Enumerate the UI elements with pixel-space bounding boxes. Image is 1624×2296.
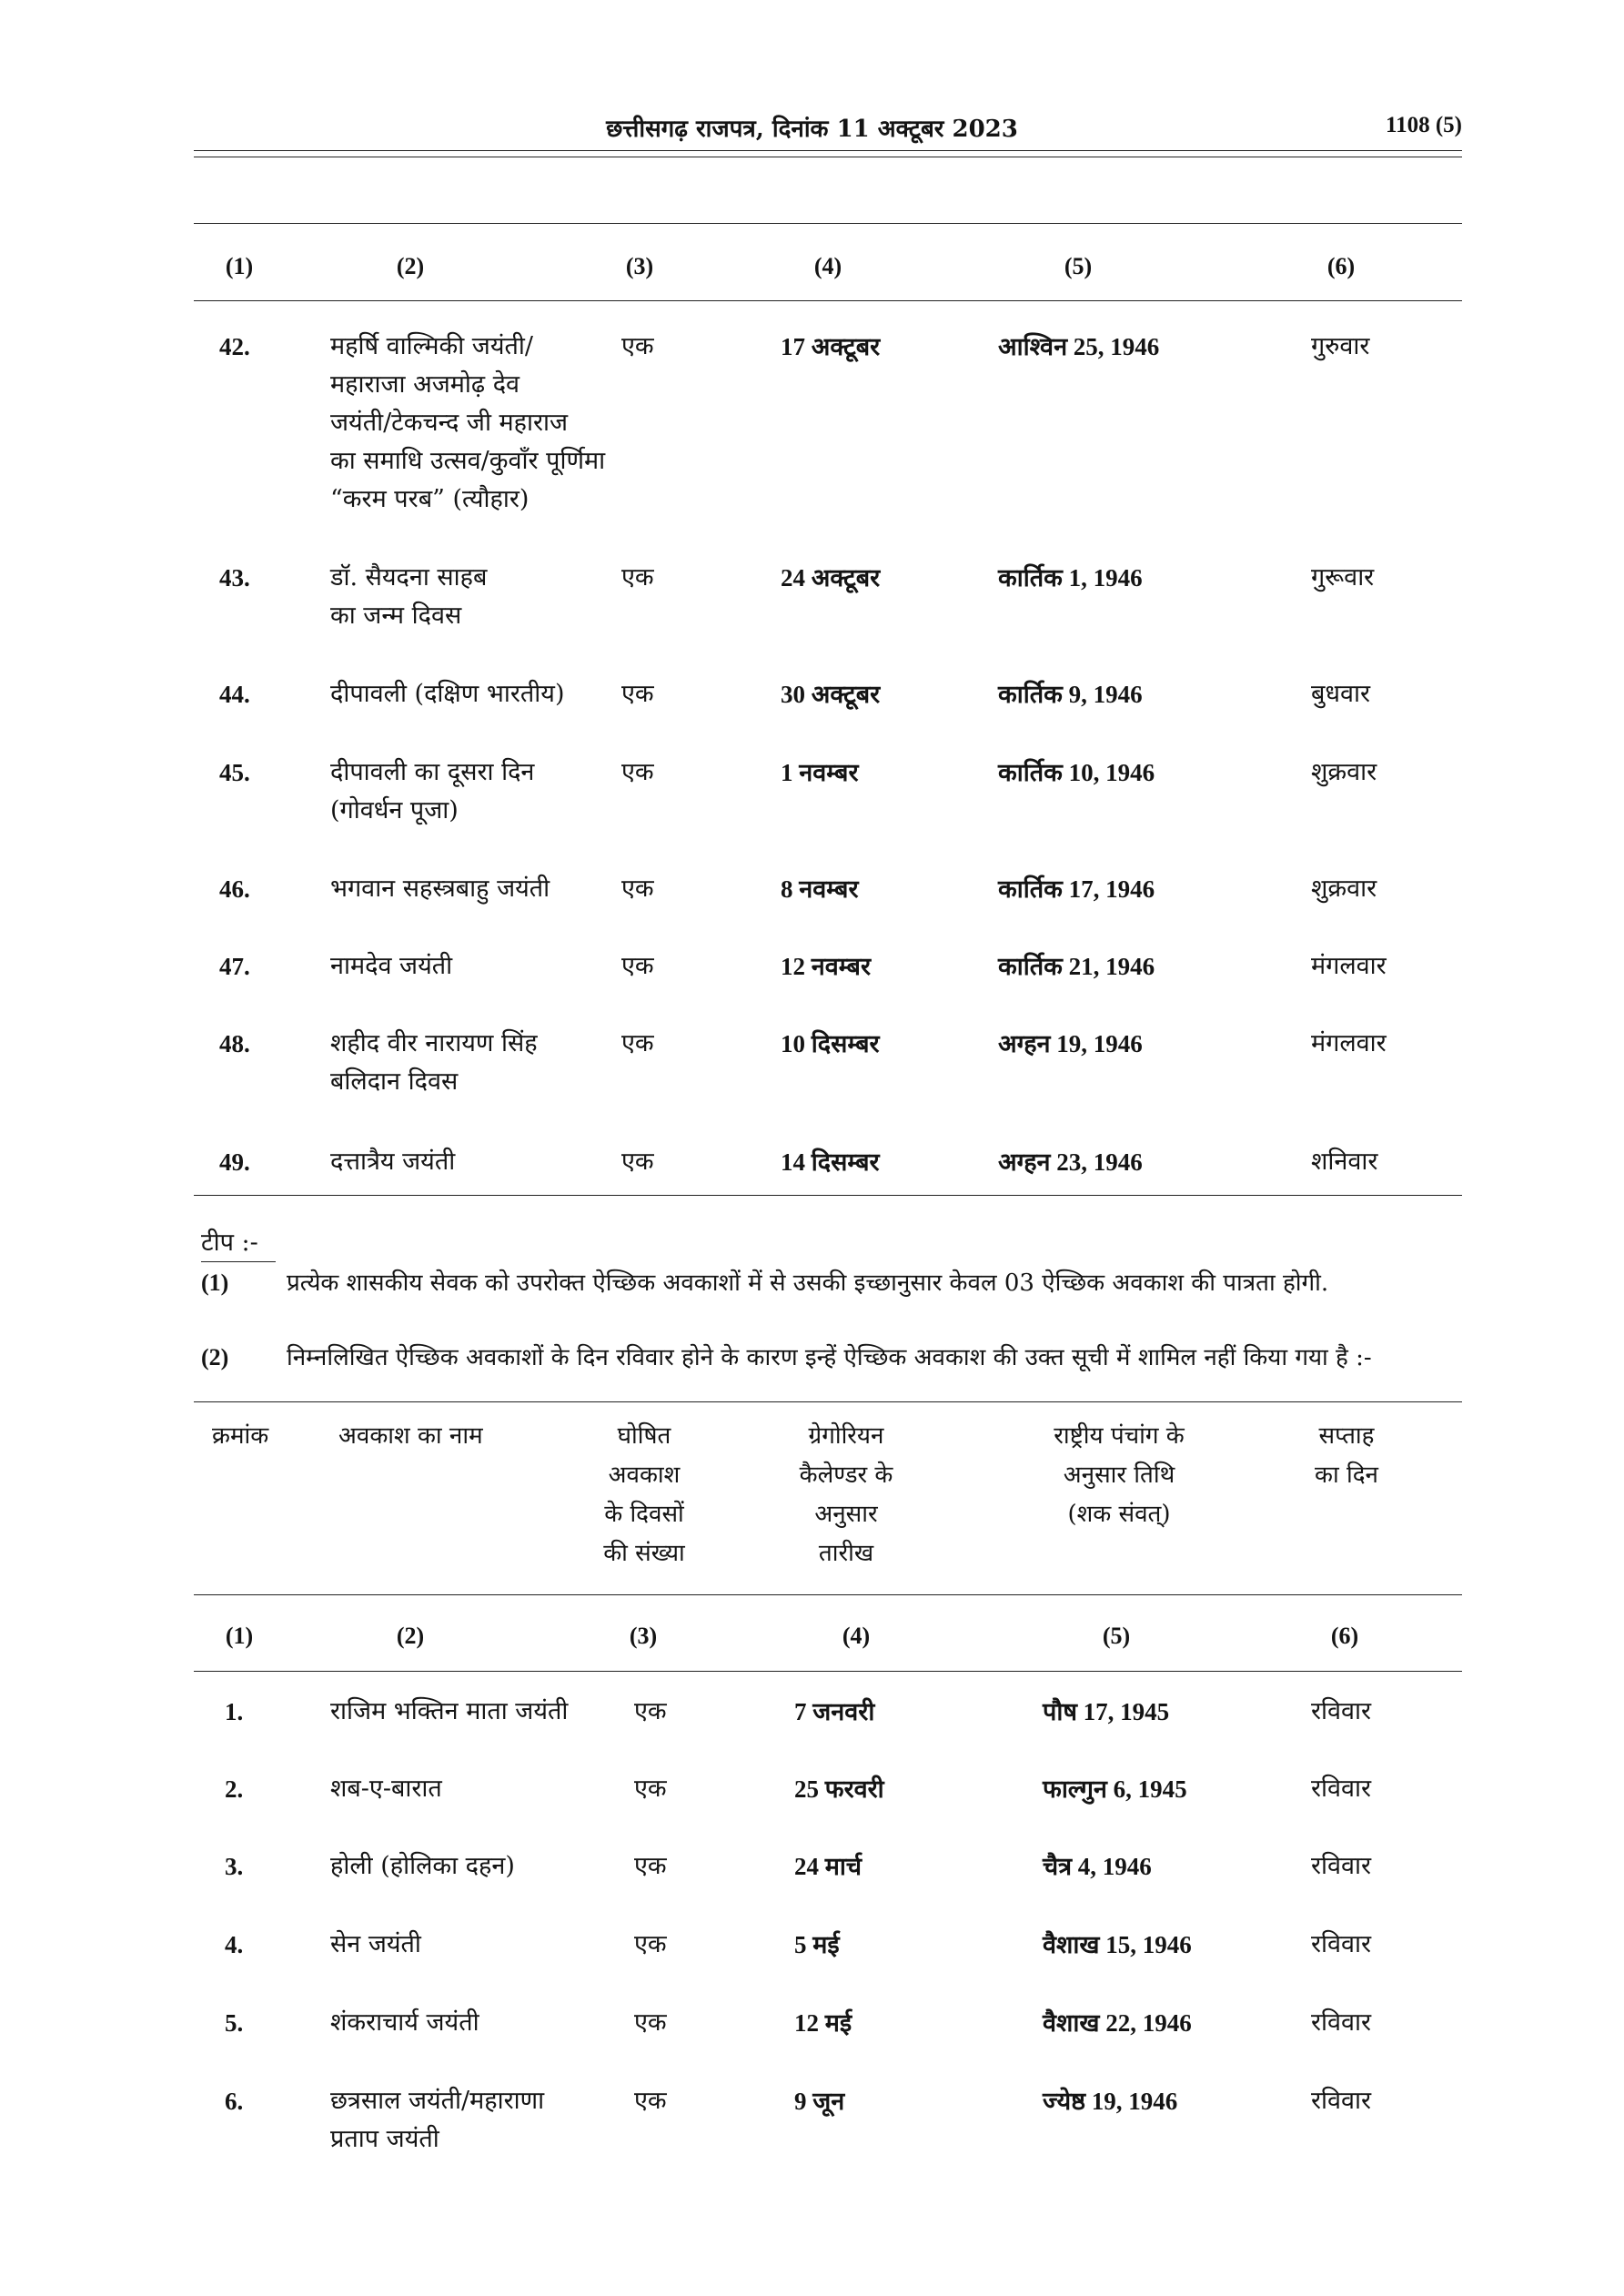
gregorian-date: 1 नवम्बर — [781, 759, 859, 786]
gregorian-date: 8 नवम्बर — [781, 875, 859, 903]
holiday-name-line: दीपावली का दूसरा दिन — [330, 758, 535, 786]
saka-date: कार्तिक 1, 1946 — [998, 564, 1143, 592]
holiday-name-line: का जन्म दिवस — [330, 602, 462, 630]
holiday-name-line: जयंती/टेकचन्द जी महाराज — [330, 409, 569, 437]
table2-header-rule — [194, 1594, 1462, 1595]
holiday-name — [330, 675, 564, 713]
gregorian-date: 25 फरवरी — [794, 1775, 884, 1803]
table1-colnum-2: (2) — [396, 253, 425, 279]
table2-header-days-line: की संख्या — [603, 1540, 685, 1567]
row-serial-number: 48. — [219, 1030, 250, 1057]
table2-header-date — [773, 1417, 919, 1573]
holiday-name-line: शब-ए-बारात — [330, 1775, 442, 1803]
saka-date: अग्हन 19, 1946 — [998, 1030, 1143, 1057]
saka-date: वैशाख 15, 1946 — [1043, 1931, 1192, 1958]
holiday-name — [330, 1143, 455, 1181]
weekday: रविवार — [1311, 1930, 1372, 1958]
table2-colnum-2: (2) — [396, 1623, 425, 1649]
table2-header-saka-line: राष्ट्रीय पंचांग के — [1054, 1422, 1185, 1450]
holiday-name-line: दत्तात्रैय जयंती — [330, 1148, 456, 1176]
holiday-name-line: शहीद वीर नारायण सिंह — [330, 1029, 538, 1057]
table2-header-sno-line: क्रमांक — [212, 1422, 269, 1450]
holiday-name-line: बलिदान दिवस — [330, 1067, 459, 1096]
row-serial-number: 47. — [219, 953, 250, 980]
holiday-name-line: शंकराचार्य जयंती — [330, 2008, 479, 2037]
holiday-days-count: एक — [634, 1697, 667, 1725]
holiday-name-line: भगवान सहस्त्रबाहु जयंती — [330, 875, 550, 903]
holiday-days-count: एक — [634, 2008, 667, 2037]
saka-date: वैशाख 22, 1946 — [1043, 2009, 1192, 2037]
holiday-name — [330, 2004, 479, 2042]
gazette-title: छत्तीसगढ़ राजपत्र, दिनांक 11 अक्टूबर 2023 — [606, 116, 1018, 143]
note-item-2-number: (2) — [201, 1344, 229, 1371]
holiday-days-count: एक — [621, 1148, 654, 1176]
saka-date: आश्विन 25, 1946 — [998, 333, 1160, 360]
table-row — [0, 754, 1624, 863]
row-serial-number: 45. — [219, 759, 250, 786]
row-serial-number: 49. — [219, 1148, 250, 1176]
holiday-name — [330, 2082, 544, 2159]
holiday-name — [330, 870, 550, 908]
gregorian-date: 5 मई — [794, 1931, 840, 1958]
row-serial-number: 2. — [225, 1775, 244, 1803]
gregorian-date: 17 अक्टूबर — [781, 333, 881, 360]
table2-colnum-rule — [194, 1671, 1462, 1672]
holiday-name — [330, 754, 534, 830]
table1-colnum-5: (5) — [1064, 253, 1093, 279]
row-serial-number: 4. — [225, 1931, 244, 1958]
row-serial-number: 6. — [225, 2088, 244, 2115]
table-row — [0, 328, 1624, 513]
holiday-days-count: एक — [621, 680, 654, 708]
row-serial-number: 1. — [225, 1698, 244, 1725]
holiday-days-count: एक — [621, 952, 654, 980]
holiday-name-line: छत्रसाल जयंती/महाराणा — [330, 2087, 545, 2115]
holiday-days-count: एक — [621, 758, 654, 786]
weekday: रविवार — [1311, 1697, 1372, 1725]
row-serial-number: 43. — [219, 564, 250, 592]
gregorian-date: 9 जून — [794, 2088, 845, 2115]
saka-date: ज्येष्ठ 19, 1946 — [1043, 2088, 1178, 2115]
holiday-name — [330, 1770, 442, 1808]
holiday-name-line: महर्षि वाल्मिकी जयंती/ — [330, 332, 533, 360]
holiday-name-line: नामदेव जयंती — [330, 952, 453, 980]
holiday-name — [330, 1693, 568, 1731]
table2-top-rule — [194, 1401, 1462, 1402]
weekday: रविवार — [1311, 1852, 1372, 1880]
saka-date: कार्तिक 21, 1946 — [998, 953, 1155, 980]
holiday-days-count: एक — [634, 2087, 667, 2115]
saka-date: चैत्र 4, 1946 — [1043, 1853, 1152, 1880]
row-serial-number: 46. — [219, 875, 250, 903]
table1-colnum-4: (4) — [813, 253, 842, 279]
table2-header-sno — [212, 1417, 268, 1456]
holiday-days-count: एक — [634, 1852, 667, 1880]
table2-header-saka — [1019, 1417, 1219, 1534]
table1-top-rule — [194, 223, 1462, 224]
table2-header-name — [338, 1417, 483, 1456]
row-serial-number: 42. — [219, 333, 250, 360]
holiday-name-line: महाराजा अजमोढ़ देव — [330, 370, 520, 399]
saka-date: कार्तिक 17, 1946 — [998, 875, 1155, 903]
holiday-name — [330, 1847, 515, 1886]
note-item-1 — [201, 1265, 1328, 1298]
holiday-days-count: एक — [621, 1029, 654, 1057]
gregorian-date: 10 दिसम्बर — [781, 1030, 880, 1057]
weekday: रविवार — [1311, 2008, 1372, 2037]
holiday-name-line: होली (होलिका दहन) — [330, 1852, 515, 1880]
holiday-name — [330, 1025, 538, 1101]
table2-colnum-4: (4) — [842, 1623, 871, 1649]
saka-date: अग्हन 23, 1946 — [998, 1148, 1143, 1176]
holiday-name-line: दीपावली (दक्षिण भारतीय) — [330, 680, 565, 708]
weekday: रविवार — [1311, 1775, 1372, 1803]
table2-header-name-line: अवकाश का नाम — [338, 1422, 483, 1450]
table2-header-weekday-line: का दिन — [1315, 1462, 1378, 1489]
holiday-name-line: “करम परब” (त्यौहार) — [330, 485, 530, 513]
holiday-days-count: एक — [621, 563, 654, 592]
table2-colnum-5: (5) — [1102, 1623, 1131, 1649]
note-item-1-text: प्रत्येक शासकीय सेवक को उपरोक्त ऐच्छिक अवकाशों में से उसकी इच्छानुसार केवल 03 ऐच्छिक अवकाश की पात्रता होगी. — [287, 1269, 1329, 1297]
holiday-days-count: एक — [634, 1930, 667, 1958]
table2-header-date-line: ग्रेगोरियन — [808, 1422, 884, 1450]
holiday-name — [330, 559, 487, 635]
page-number: 1108 (5) — [1385, 113, 1462, 137]
table2-colnum-3: (3) — [629, 1623, 658, 1649]
holiday-name — [330, 328, 605, 519]
table2-header-weekday-line: सप्ताह — [1318, 1422, 1375, 1450]
table2-header-saka-line: अनुसार तिथि — [1063, 1462, 1175, 1489]
gregorian-date: 24 मार्च — [794, 1853, 862, 1880]
header-rule-top — [194, 150, 1462, 151]
table2-colnum-1: (1) — [225, 1623, 254, 1649]
gregorian-date: 14 दिसम्बर — [781, 1148, 880, 1176]
weekday: रविवार — [1311, 2087, 1372, 2115]
row-serial-number: 3. — [225, 1853, 244, 1880]
table1-colnum-6: (6) — [1326, 253, 1356, 279]
holiday-name-line: सेन जयंती — [330, 1930, 421, 1958]
holiday-name-line: (गोवर्धन पूजा) — [330, 796, 459, 824]
saka-date: फाल्गुन 6, 1945 — [1043, 1775, 1187, 1803]
table2-header-date-line: अनुसार — [814, 1501, 878, 1528]
gregorian-date: 7 जनवरी — [794, 1698, 875, 1725]
weekday: बुधवार — [1311, 680, 1371, 708]
gregorian-date: 12 मई — [794, 2009, 852, 2037]
table1-colnum-1: (1) — [225, 253, 254, 279]
table2-colnum-6: (6) — [1330, 1623, 1359, 1649]
table2-header-date-line: तारीख — [818, 1540, 874, 1567]
holiday-name-line: प्रताप जयंती — [330, 2125, 439, 2153]
holiday-name — [330, 947, 452, 986]
table2-header-days-line: अवकाश — [608, 1462, 681, 1489]
holiday-name — [330, 1926, 421, 1964]
table2-header-days-line: घोषित — [617, 1422, 671, 1450]
table2-header-days-line: के दिवसों — [604, 1501, 684, 1528]
note-item-2 — [201, 1340, 1372, 1372]
saka-date: पौष 17, 1945 — [1043, 1698, 1170, 1725]
saka-date: कार्तिक 10, 1946 — [998, 759, 1155, 786]
holiday-days-count: एक — [621, 332, 654, 360]
holiday-name-line: राजिम भक्तिन माता जयंती — [330, 1697, 569, 1725]
note-item-1-number: (1) — [201, 1269, 229, 1296]
table2-header-date-line: कैलेण्डर के — [799, 1462, 893, 1489]
row-serial-number: 5. — [225, 2009, 244, 2037]
gregorian-date: 12 नवम्बर — [781, 953, 871, 980]
table-row — [0, 559, 1624, 668]
weekday: गुरुवार — [1311, 332, 1370, 360]
note-item-2-text: निम्नलिखित ऐच्छिक अवकाशों के दिन रविवार होने के कारण इन्हें ऐच्छिक अवकाश की उक्त सूची में शामिल नहीं किया गया है :- — [287, 1344, 1372, 1371]
row-serial-number: 44. — [219, 681, 250, 708]
table-row — [0, 1025, 1624, 1134]
table1-colnum-3: (3) — [625, 253, 654, 279]
note-heading: टीप :- — [201, 1229, 258, 1257]
holiday-name-line: का समाधि उत्सव/कुवाँर पूर्णिमा — [330, 447, 606, 475]
weekday: शुक्रवार — [1311, 875, 1377, 903]
holiday-days-count: एक — [621, 875, 654, 903]
weekday: मंगलवार — [1311, 952, 1387, 980]
table-row — [0, 2082, 1624, 2191]
holiday-days-count: एक — [634, 1775, 667, 1803]
table2-header-weekday — [1292, 1417, 1401, 1495]
saka-date: कार्तिक 9, 1946 — [998, 681, 1143, 708]
weekday: शनिवार — [1311, 1148, 1378, 1176]
weekday: गुरूवार — [1311, 563, 1375, 592]
weekday: मंगलवार — [1311, 1029, 1387, 1057]
table1-bottom-rule — [194, 1195, 1462, 1196]
table1-header-rule — [194, 300, 1462, 301]
table2-header-saka-line: (शक संवत्) — [1067, 1501, 1171, 1528]
holiday-name-line: डॉ. सैयदना साहब — [330, 563, 488, 592]
gregorian-date: 30 अक्टूबर — [781, 681, 881, 708]
weekday: शुक्रवार — [1311, 758, 1377, 786]
gregorian-date: 24 अक्टूबर — [781, 564, 881, 592]
note-heading-underline — [201, 1261, 276, 1262]
table2-header-days — [594, 1417, 694, 1573]
